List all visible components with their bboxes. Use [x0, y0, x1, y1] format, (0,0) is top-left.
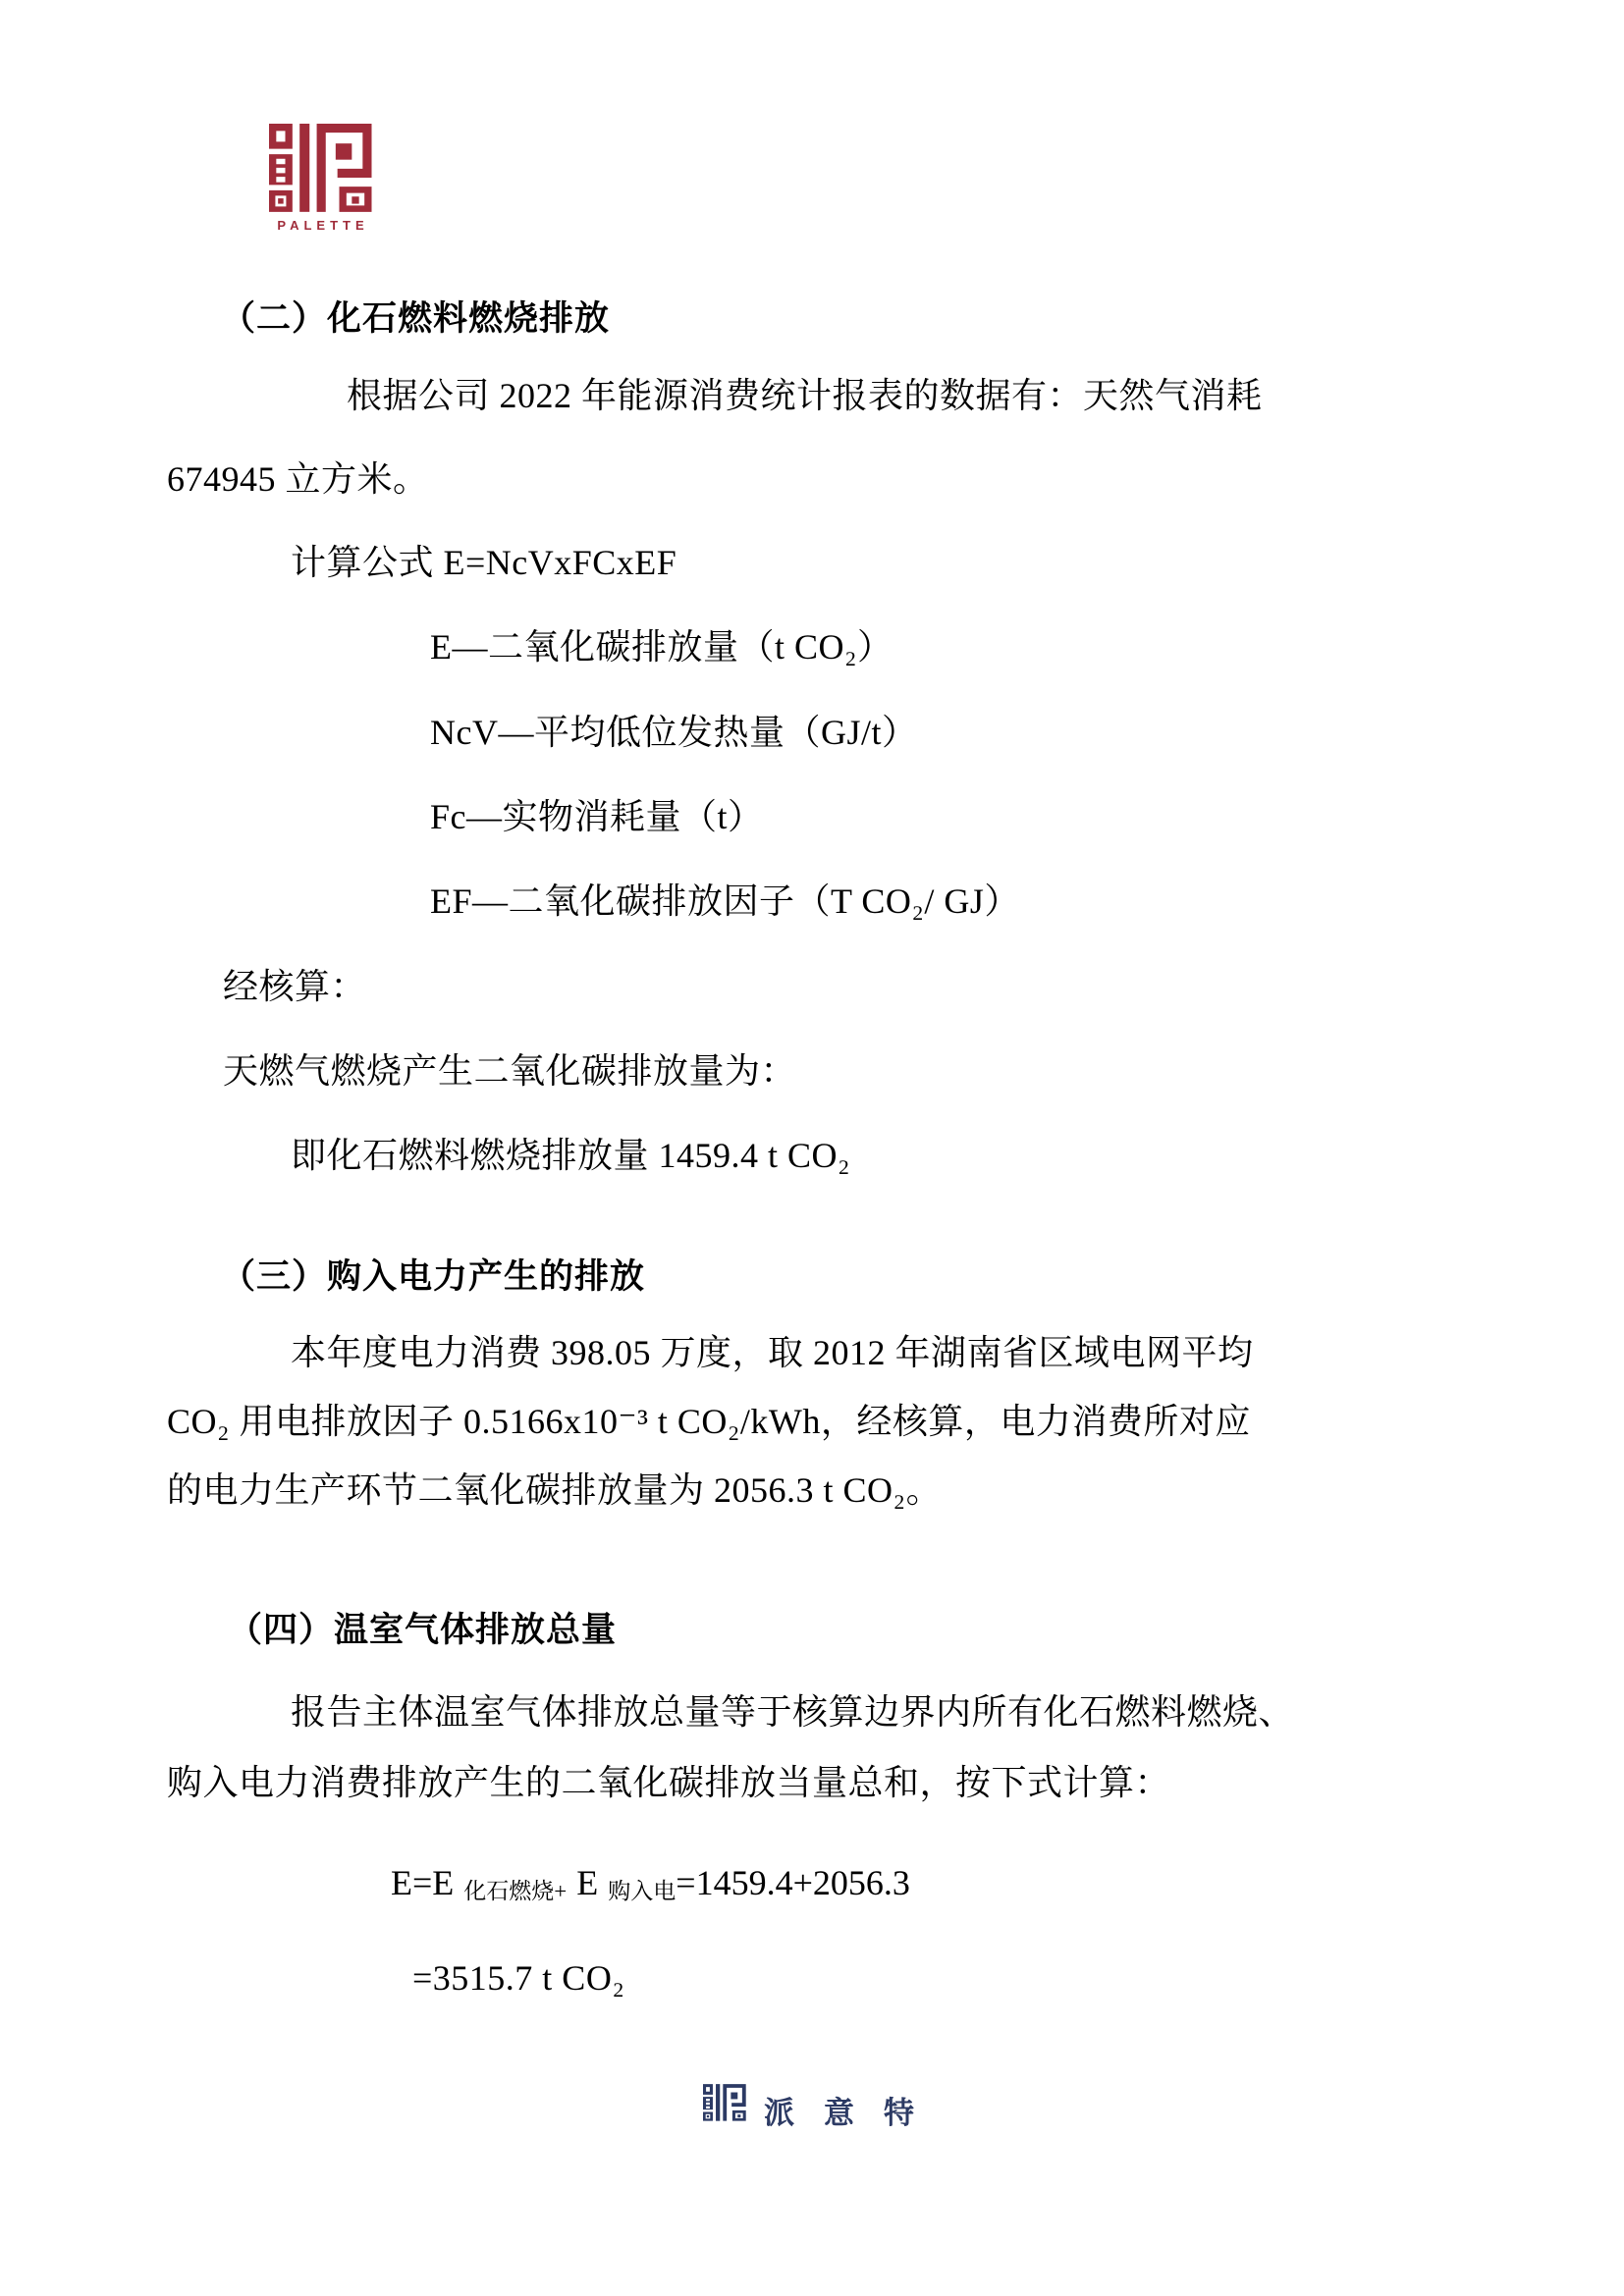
- total-emission-formula: [391, 1861, 910, 1909]
- palette-logo-wordmark: PALETTE: [277, 218, 369, 233]
- paragraph-line: 本年度电力消费 398.05 万度，取 2012 年湖南省区域电网平均: [291, 1333, 1254, 1372]
- paragraph-line: 674945 立方米。: [167, 459, 429, 499]
- section-heading-purchased-electricity: （三）购入电力产生的排放: [221, 1257, 646, 1297]
- definition-line: Fc—实物消耗量（t）: [430, 797, 764, 836]
- paragraph-line: 的电力生产环节二氧化碳排放量为 2056.3 t CO₂。: [167, 1470, 943, 1510]
- section-heading-fossil-fuel: （二）化石燃料燃烧排放: [221, 299, 611, 339]
- paragraph-line: 购入电力消费排放产生的二氧化碳排放当量总和，按下式计算：: [167, 1763, 1171, 1802]
- section-heading-total-ghg: （四）温室气体排放总量: [228, 1611, 618, 1650]
- paragraph-line: 根据公司 2022 年能源消费统计报表的数据有：天然气消耗: [347, 376, 1263, 415]
- calc-desc-line: 天燃气燃烧产生二氧化碳排放量为：: [223, 1051, 797, 1091]
- formula-e-term: E: [576, 1863, 599, 1902]
- definition-line: EF—二氧化碳排放因子（T CO₂/ GJ）: [430, 881, 1020, 921]
- formula-intro-line: 计算公式 E=NcVxFCxEF: [291, 543, 677, 582]
- paragraph-line: CO₂ 用电排放因子 0.5166x10⁻³ t CO₂/kWh，经核算，电力消费所对应: [167, 1402, 1251, 1441]
- palette-logo: [267, 122, 379, 233]
- calc-result-line: 即化石燃料燃烧排放量 1459.4 t CO₂: [291, 1136, 851, 1175]
- definition-line: NcV—平均低位发热量（GJ/t）: [430, 713, 918, 752]
- paragraph-line: 报告主体温室气体排放总量等于核算边界内所有化石燃料燃烧、: [291, 1692, 1295, 1732]
- definition-line: E—二氧化碳排放量（t CO₂）: [430, 627, 893, 667]
- formula-subscript-fossil: 化石燃烧+: [463, 1879, 568, 1903]
- palette-logo-icon: [269, 122, 377, 212]
- footer-brand: [703, 2083, 944, 2132]
- calc-label-line: 经核算：: [223, 967, 367, 1006]
- formula-e-term: E=E: [391, 1863, 455, 1902]
- total-emission-value: =3515.7 t CO₂: [412, 1958, 625, 1998]
- paiyite-logo-icon: [703, 2083, 748, 2121]
- formula-result: =1459.4+2056.3: [676, 1863, 910, 1902]
- formula-subscript-electricity: 购入电: [608, 1879, 677, 1903]
- footer-brand-text: 派意特: [764, 2096, 944, 2130]
